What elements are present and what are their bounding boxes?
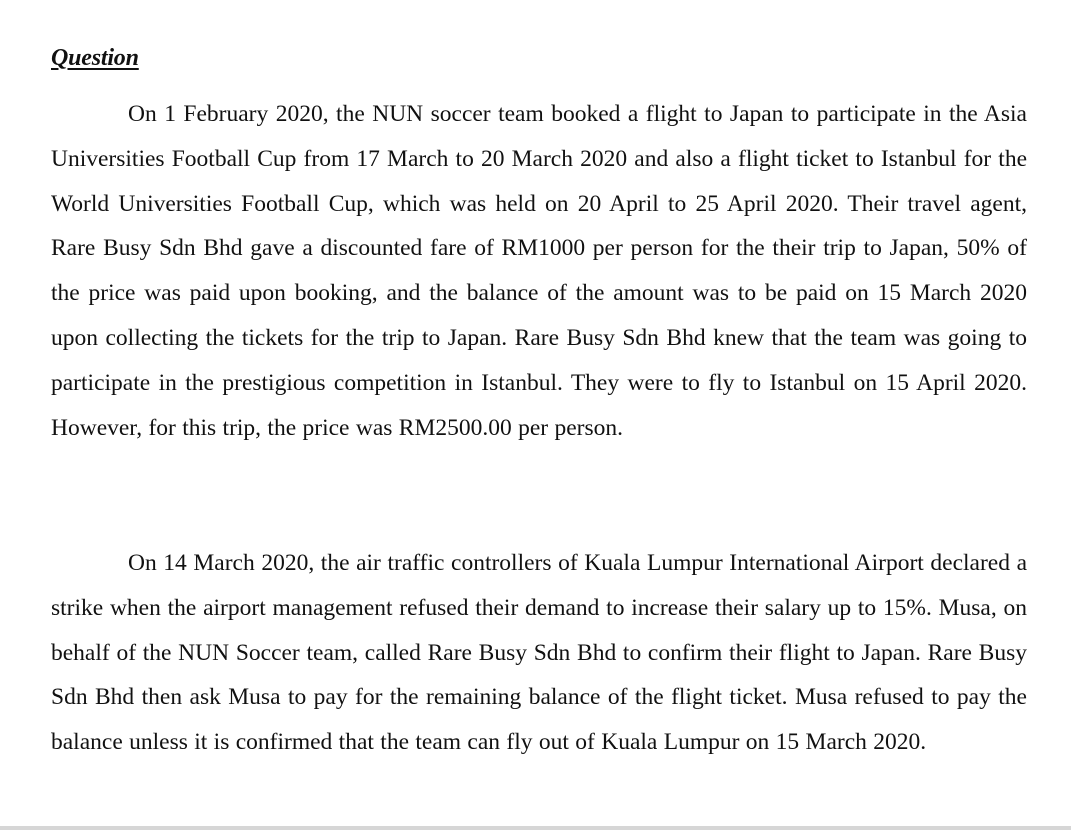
- question-paragraph-1: On 1 February 2020, the NUN soccer team booked a flight to Japan to participate in the Asia Universities Football Cup from 17 March to 20 March 2020 and also a flight ticket to Istanbul for the World Universities Football Cup, which was held on 20 April to 25 April 2020. Their travel agent, Rare Busy Sdn Bhd gave a discounted fare of RM1000 per person for the their trip to Japan, 50% of the price was paid upon booking, and the balance of the amount was to be paid on 15 March 2020 upon collecting the tickets for the trip to Japan. Rare Busy Sdn Bhd knew that the team was going to participate in the prestigious competition in Istanbul. They were to fly to Istanbul on 15 April 2020. However, for this trip, the price was RM2500.00 per person.: [51, 101, 1027, 441]
- page-bottom-divider: [0, 826, 1071, 830]
- question-heading: Question: [51, 45, 139, 71]
- question-paragraph-2: On 14 March 2020, the air traffic controllers of Kuala Lumpur International Airport declared a strike when the airport management refused their demand to increase their salary up to 15%. Musa, on behalf of the NUN Soccer team, called Rare Busy Sdn Bhd to confirm their flight to Japan. Rare Busy Sdn Bhd then ask Musa to pay for the remaining balance of the flight ticket. Musa refused to pay the balance unless it is confirmed that the team can fly out of Kuala Lumpur on 15 March 2020.: [51, 550, 1027, 756]
